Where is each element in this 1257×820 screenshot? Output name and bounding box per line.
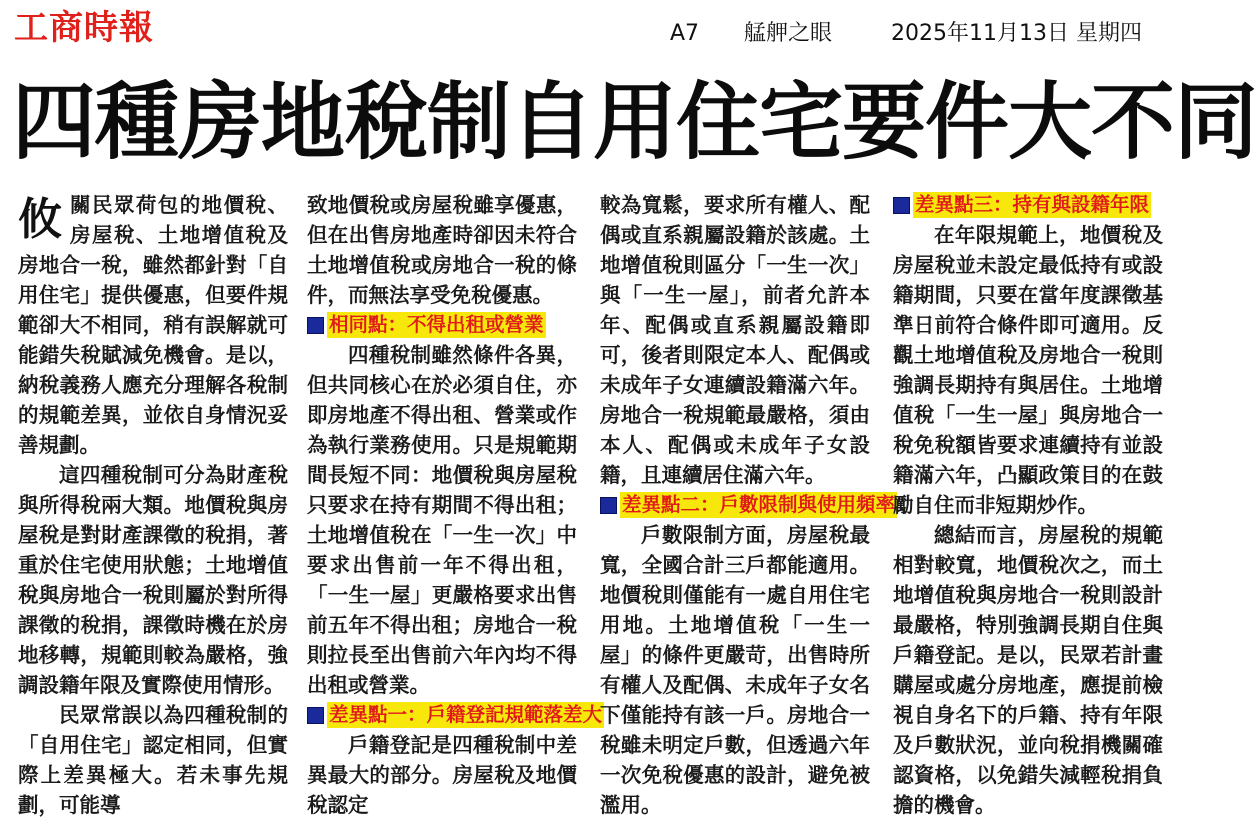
paragraph: 較為寬鬆，要求所有權人、配偶或直系親屬設籍於該處。土地增值稅則區分「一生一次」與「一生一屋」，前者允許本年、配偶或直系親屬設籍即可，後者則限定本人、配偶或未成年子女連續設籍滿六年。房地合一稅規範最嚴格，須由本人、配偶或未成年子女設籍，且連續居住滿六年。 [600, 193, 870, 487]
subheading-label: 相同點：不得出租或營業 [329, 313, 544, 336]
drop-cap: 攸 [18, 194, 62, 245]
article-column-1 [18, 190, 288, 817]
article-column-4 [893, 190, 1163, 817]
paragraph: 民眾常誤以為四種稅制的「自用住宅」認定相同，但實際上差異極大。若未事先規劃，可能導 [18, 703, 288, 817]
paragraph: 戶數限制方面，房屋稅最寬，全國合計三戶都能適用。地價稅則僅能有一處自用住宅用地。土地增值稅「一生一屋」的條件更嚴苛，出售時所有權人及配偶、未成年子女名下僅能持有該一戶。房地合一稅雖未明定戶數，但透過六年一次免稅優惠的設計，避免被濫用。 [600, 523, 870, 817]
subheading [307, 310, 577, 340]
paragraph: 戶籍登記是四種稅制中差異最大的部分。房屋稅及地價稅認定 [307, 733, 577, 817]
subheading [893, 190, 1163, 220]
square-marker-icon [893, 197, 910, 214]
paragraph: 總結而言，房屋稅的規範相對較寬，地價稅次之，而土地增值稅與房地合一稅則設計最嚴格，特別強調長期自住與戶籍登記。是以，民眾若計畫購屋或處分房地產，應提前檢視自身名下的戶籍、持有年限及戶數狀況，並向稅捐機關確認資格，以免錯失減輕稅捐負擔的機會。 [893, 523, 1163, 817]
page-number: A7 [670, 21, 700, 46]
paragraph-text: 關民眾荷包的地價稅、房屋稅、土地增值稅及房地合一稅，雖然都針對「自用住宅」提供優惠，但要件規範卻大不相同，稍有誤解就可能錯失稅賦減免機會。是以，納稅義務人應充分理解各稅制的規範差異，並依自身情況妥善規劃。 [18, 193, 288, 457]
paragraph: 在年限規範上，地價稅及房屋稅並未設定最低持有或設籍期間，只要在當年度課徵基準日前符合條件即可適用。反觀土地增值稅及房地合一稅則強調長期持有與居住。土地增值稅「一生一屋」與房地合一稅免稅額皆要求連續持有並設籍滿六年，凸顯政策目的在鼓勵自住而非短期炒作。 [893, 223, 1163, 517]
subheading-label: 差異點二：戶數限制與使用頻率 [622, 493, 896, 516]
subheading [307, 700, 603, 730]
section-name: 艋舺之眼 [744, 21, 833, 46]
masthead [0, 0, 1178, 62]
newspaper-logo: 工商時報 [14, 8, 154, 48]
subheading-label: 差異點三：持有與設籍年限 [915, 193, 1150, 216]
paragraph [18, 190, 288, 460]
article-column-3 [600, 190, 896, 817]
paragraph: 這四種稅制可分為財產稅與所得稅兩大類。地價稅與房屋稅是對財產課徵的稅捐，著重於住宅使用狀態；土地增值稅與房地合一稅則屬於對所得課徵的稅捐，課徵時機在於房地移轉，規範則較為嚴格，強調設籍年限及實際使用情形。 [18, 463, 288, 697]
paragraph: 致地價稅或房屋稅雖享優惠，但在出售房地產時卻因未符合土地增值稅或房地合一稅的條件，而無法享受免稅優惠。 [307, 193, 577, 307]
headline: 四種房地稅制自用住宅要件大不同 [12, 73, 1257, 171]
article-column-2 [307, 190, 603, 817]
subheading [600, 490, 896, 520]
square-marker-icon [307, 707, 324, 724]
paragraph: 四種稅制雖然條件各異，但共同核心在於必須自住，亦即房地產不得出租、營業或作為執行業務使用。只是規範期間長短不同：地價稅與房屋稅只要求在持有期間不得出租；土地增值稅在「一生一次」中要求出售前一年不得出租，「一生一屋」更嚴格要求出售前五年不得出租；房地合一稅則拉長至出售前六年內均不得出租或營業。 [307, 343, 577, 697]
subheading-label: 差異點一：戶籍登記規範落差大 [329, 703, 603, 726]
square-marker-icon [600, 497, 617, 514]
issue-date: 2025年11月13日 星期四 [891, 21, 1142, 46]
square-marker-icon [307, 317, 324, 334]
